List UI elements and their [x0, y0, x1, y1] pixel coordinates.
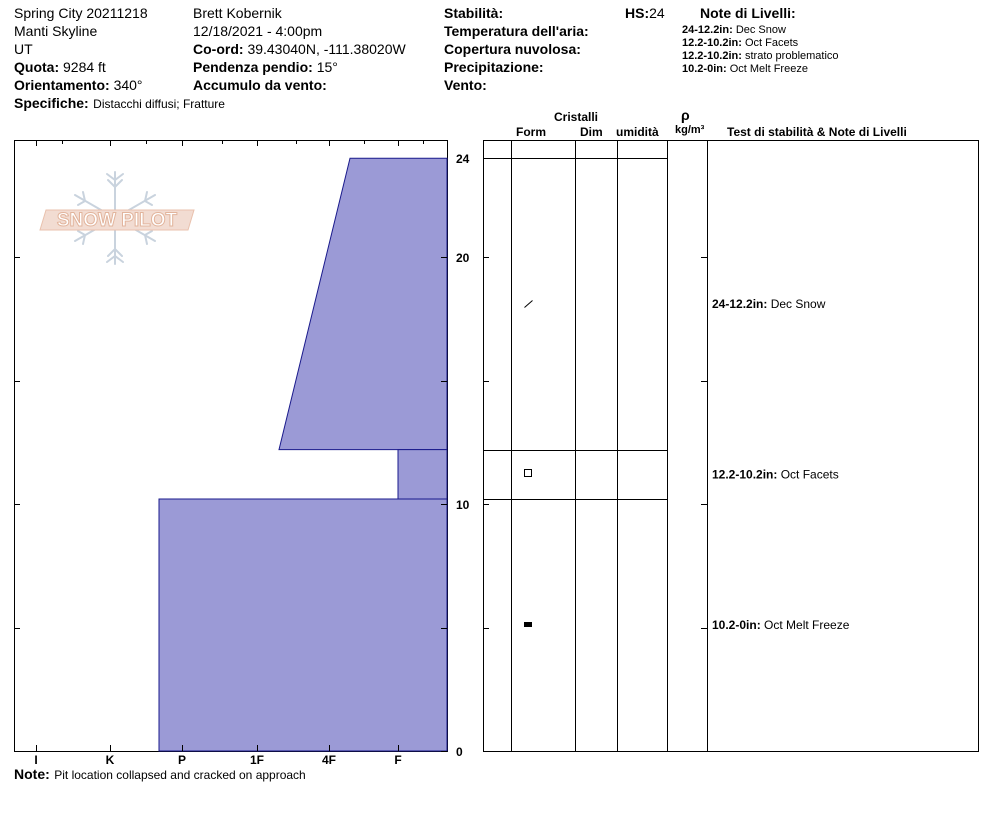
depth-tick-label-24: 24: [456, 152, 470, 167]
moisture-header: umidità: [616, 125, 659, 139]
hs-label: HS:: [625, 5, 650, 21]
layer-note-header-0: 24-12.2in: Dec Snow: [682, 24, 786, 36]
table-depth-ticks: [483, 258, 707, 752]
note-label: Note:: [14, 766, 50, 782]
datetime: 12/18/2021 - 4:00pm: [193, 23, 323, 39]
hs-value: 24: [649, 5, 665, 21]
layer-note-header-1: 12.2-10.2in: Oct Facets: [682, 37, 799, 49]
slope-value: 15°: [316, 59, 338, 75]
specifics-value: Distacchi diffusi; Fratture: [93, 97, 225, 111]
layer-notes-title: Note di Livelli:: [700, 5, 796, 21]
hardness-profile: [159, 158, 447, 751]
decomposing-fragments-icon: [525, 301, 533, 308]
layer-table-frame: [484, 141, 979, 752]
hardness-tick-label-F: F: [394, 753, 402, 767]
wind-label: Vento:: [444, 77, 487, 93]
hardness-layer-0: [279, 158, 447, 449]
state: UT: [14, 41, 33, 57]
note-value: Pit location collapsed and cracked on approach: [54, 768, 306, 782]
table-layer-boundaries: [483, 159, 850, 633]
size-header: Dim: [580, 125, 603, 139]
air-temp-label: Temperatura dell'aria:: [444, 23, 589, 39]
faceted-crystal-icon: [525, 470, 532, 477]
table-layer-note-2: 10.2-0in: Oct Melt Freeze: [712, 618, 850, 633]
observer: Brett Kobernik: [193, 5, 282, 21]
melt-freeze-crust-icon: [524, 622, 532, 627]
depth-tick-label-10: 10: [456, 498, 470, 512]
wind-loading-label: Accumulo da vento:: [193, 77, 327, 93]
tests-notes-header: Test di stabilità & Note di Livelli: [727, 125, 907, 139]
layer-note-header-3: 10.2-0in: Oct Melt Freeze: [682, 63, 808, 75]
hardness-tick-label-1F: 1F: [249, 753, 265, 767]
stability-label: Stabilità:: [444, 5, 504, 21]
mountain-range: Manti Skyline: [14, 23, 98, 39]
precipitation-label: Precipitazione:: [444, 59, 544, 75]
slope-label: Pendenza pendio:: [193, 59, 313, 75]
elevation-value: 9284 ft: [63, 59, 106, 75]
coord-value: 39.43040N, -111.38020W: [247, 41, 406, 57]
depth-tick-label-0: 0: [456, 745, 463, 759]
crystals-header: Cristalli: [554, 110, 599, 124]
table-layer-note-0: 24-12.2in: Dec Snow: [712, 296, 826, 311]
hardness-tick-label-K: K: [105, 753, 115, 767]
aspect-label: Orientamento:: [14, 77, 110, 93]
elevation-label: Quota:: [14, 59, 60, 75]
form-header: Form: [516, 125, 546, 139]
logo-text: SNOW PILOT: [56, 210, 178, 231]
layer-note-header-2: 12.2-10.2in: strato problematico: [682, 50, 839, 62]
table-layer-note-1: 12.2-10.2in: Oct Facets: [712, 467, 839, 482]
depth-tick-label-20: 20: [456, 251, 470, 265]
hardness-tick-label-P: P: [177, 753, 187, 767]
cloud-cover-label: Copertura nuvolosa:: [444, 41, 581, 57]
hardness-tick-label-I: I: [34, 753, 38, 767]
hardness-tick-label-4F: 4F: [321, 753, 337, 767]
specifics-label: Specifiche:: [14, 95, 89, 111]
coord-label: Co-ord:: [193, 41, 244, 57]
footer-note: [14, 767, 306, 783]
rho-header: ρ: [681, 107, 690, 123]
aspect-value: 340°: [113, 77, 143, 93]
pit-location: Spring City 20211218: [14, 5, 148, 21]
hardness-layer-1: [398, 450, 447, 499]
snow-pilot-logo: [38, 168, 196, 272]
hardness-layer-2: [159, 499, 447, 751]
density-unit-header: kg/m³: [675, 124, 705, 136]
